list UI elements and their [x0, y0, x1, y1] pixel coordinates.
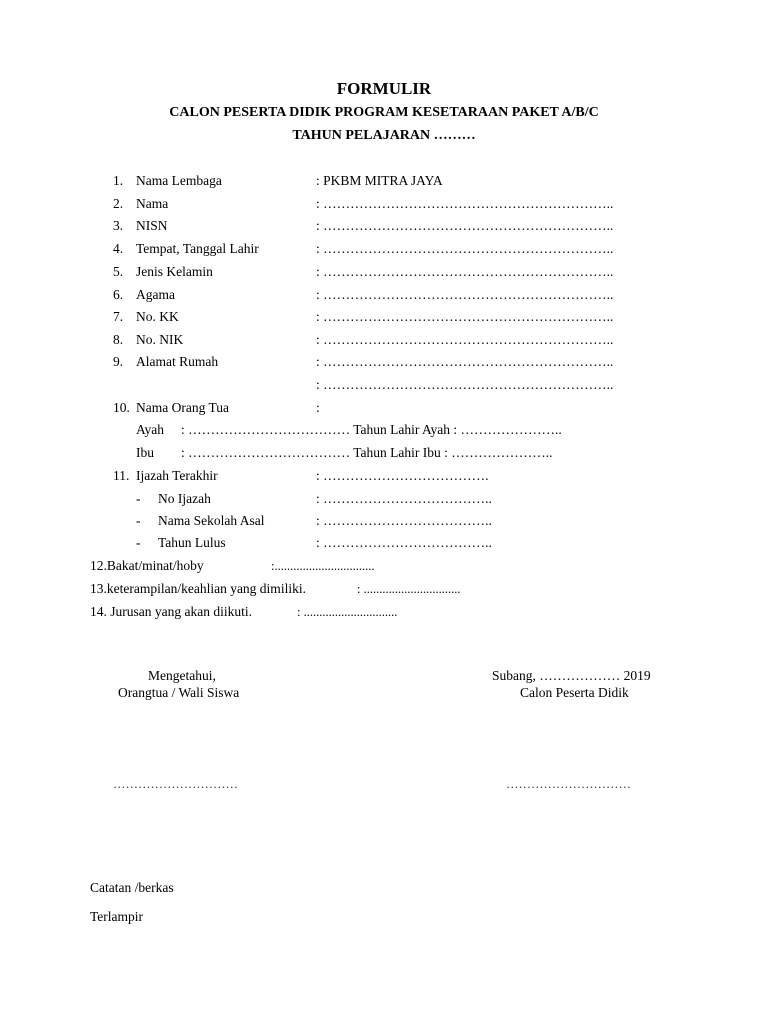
parent-signature-label: Orangtua / Wali Siswa — [118, 685, 240, 700]
field-label: Ijazah Terakhir — [136, 468, 218, 483]
sub-item-dash: - — [136, 491, 141, 506]
form-subtitle: CALON PESERTA DIDIK PROGRAM KESETARAAN PAKET A/B/C — [169, 105, 599, 120]
field-label: Nama — [136, 196, 169, 211]
sub-item-dash: - — [136, 535, 141, 550]
skills-value: : ............................... — [357, 582, 461, 596]
sub-item-dash: - — [136, 513, 141, 528]
field-value: : ……………………………………………………….. — [316, 287, 614, 302]
mother-label: Ibu — [136, 445, 154, 460]
field-value: : ………………………………. — [316, 468, 489, 483]
sub-item-label: No Ijazah — [158, 491, 211, 506]
student-signature-line: ………………………… — [506, 777, 631, 791]
field-number: 7. — [113, 309, 124, 324]
talent-label: 12.Bakat/minat/hoby — [90, 558, 204, 573]
field-value: : ……………………………………………………….. — [316, 241, 614, 256]
parent-signature-line: ………………………… — [113, 777, 238, 791]
field-value: : ……………………………………………………….. — [316, 196, 614, 211]
student-signature-label: Calon Peserta Didik — [520, 685, 629, 700]
field-value: : ……………………………………………………….. — [316, 354, 614, 369]
field-label: No. NIK — [136, 332, 184, 347]
field-label: No. KK — [136, 309, 179, 324]
field-number: 10. — [113, 400, 130, 415]
field-value: : ……………………………………………………….. — [316, 332, 614, 347]
field-label: Tempat, Tanggal Lahir — [136, 241, 259, 256]
sub-item-value: : ……………………………….. — [316, 491, 492, 506]
notes-attached: Terlampir — [90, 909, 144, 924]
field-number: 2. — [113, 196, 124, 211]
field-colon: : — [316, 400, 320, 415]
place-date-line: Subang, ……………… 2019 — [492, 668, 651, 683]
field-number: 1. — [113, 173, 124, 188]
field-label: Jenis Kelamin — [136, 264, 213, 279]
notes-label: Catatan /berkas — [90, 880, 174, 895]
form-title: FORMULIR — [336, 79, 432, 98]
academic-year-line: TAHUN PELAJARAN ……… — [292, 128, 476, 143]
field-number: 3. — [113, 218, 124, 233]
major-value: : .............................. — [297, 605, 398, 619]
address-line-2: : ……………………………………………………….. — [316, 377, 614, 392]
father-label: Ayah — [136, 422, 165, 437]
field-number: 9. — [113, 354, 124, 369]
sub-item-value: : ……………………………….. — [316, 513, 492, 528]
acknowledge-text: Mengetahui, — [148, 668, 216, 683]
field-label: Agama — [136, 287, 175, 302]
talent-value: :................................ — [271, 559, 375, 573]
field-value: : ……………………………………………………….. — [316, 264, 614, 279]
field-label: Nama Lembaga — [136, 173, 222, 188]
field-value: : ……………………………………………………….. — [316, 218, 614, 233]
field-value: : PKBM MITRA JAYA — [316, 173, 443, 188]
field-number: 5. — [113, 264, 124, 279]
mother-value: : ……………………………… Tahun Lahir Ibu : ………………….. — [181, 445, 553, 460]
field-number: 8. — [113, 332, 124, 347]
field-value: : ……………………………………………………….. — [316, 309, 614, 324]
father-value: : ……………………………… Tahun Lahir Ayah : ………………….. — [181, 422, 562, 437]
sub-item-value: : ……………………………….. — [316, 535, 492, 550]
field-label: Nama Orang Tua — [136, 400, 229, 415]
field-number: 11. — [113, 468, 130, 483]
skills-label: 13.keterampilan/keahlian yang dimiliki. — [90, 581, 306, 596]
sub-item-label: Tahun Lulus — [158, 535, 226, 550]
field-label: NISN — [136, 218, 168, 233]
field-number: 4. — [113, 241, 124, 256]
major-label: 14. Jurusan yang akan diikuti. — [90, 604, 252, 619]
field-number: 6. — [113, 287, 124, 302]
sub-item-label: Nama Sekolah Asal — [158, 513, 265, 528]
field-label: Alamat Rumah — [136, 354, 219, 369]
